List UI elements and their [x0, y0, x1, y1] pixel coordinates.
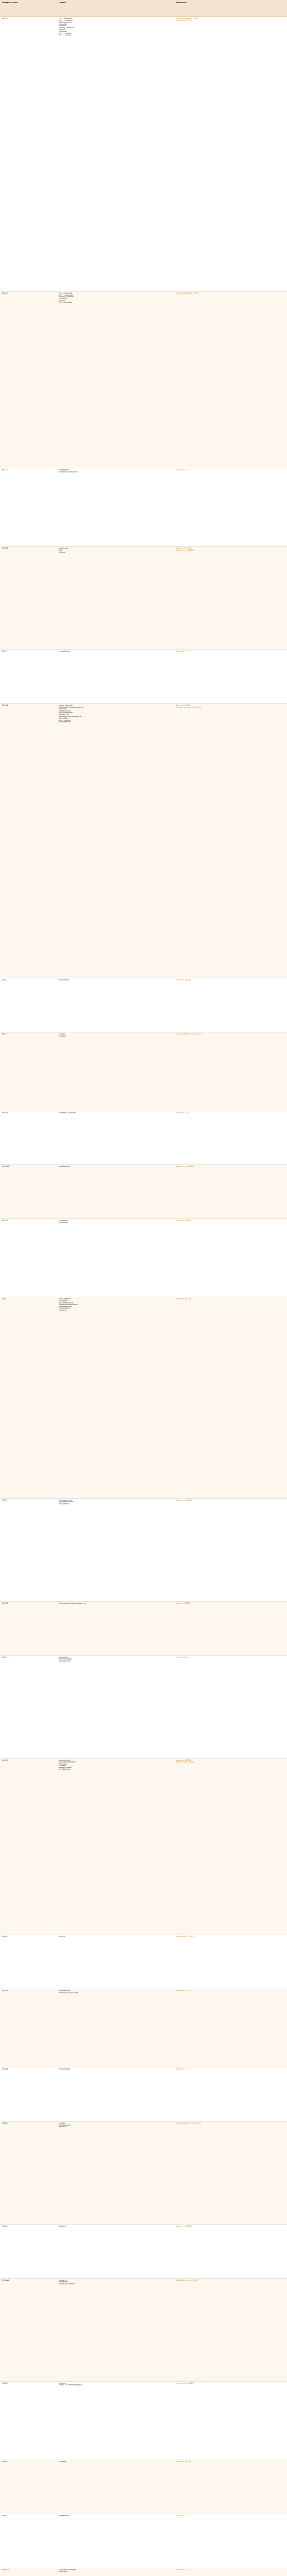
reference-cell: Schmiedeberg et al. (2007) Persuy et al. (2015) — [174, 17, 287, 292]
ligand-cell: ethanethiol ethyl mercaptan 2-propanethiol — [57, 1655, 174, 1758]
reference-cell: Neuhaus et al. (2006) — [174, 1165, 287, 1219]
reference-cell: Saito et al. (2009) Adipietro et al. (2012) — [174, 1758, 287, 1935]
table-row — [0, 2067, 287, 2122]
ligand-cell: cis-3-hexen-1-ol 3-hexenyl acetate ethyl vanillin — [57, 1498, 174, 1601]
receptor-name-cell: OR1G1 — [0, 704, 57, 978]
ligand-cell: pyrazines 2-ethyl-3,5-dimethylpyrazine — [57, 2381, 174, 2460]
receptor-name-cell: OR2T11 — [0, 1655, 57, 1758]
receptor-name-cell: OR4D1 — [0, 1989, 57, 2067]
receptor-name-cell: OR2AG1 — [0, 1165, 57, 1219]
receptor-name-cell: OR4Q3 — [0, 2067, 57, 2122]
reference-cell: Schmiedeberg et al. (2007) — [174, 292, 287, 468]
ligand-cell: amyl butyrate — [57, 1165, 174, 1219]
receptor-name-cell: OR6P1 — [0, 2514, 57, 2568]
ligand-cell: octanal 1-octanol — [57, 1032, 174, 1111]
table-row — [0, 1989, 287, 2067]
table-row — [0, 468, 287, 547]
receptor-name-cell: OR2M3 — [0, 1601, 57, 1655]
receptor-name-cell: OR1D2 — [0, 547, 57, 650]
ligand-cell: 2-heptanone 4-methylcyclohexanone — [57, 468, 174, 547]
ligand-cell: ethyl vanillin — [57, 978, 174, 1032]
receptor-name-cell: OR5A1 — [0, 2225, 57, 2279]
reference-cell: Saito et al. (2009) — [174, 1219, 287, 1297]
reference-cell: Saito et al. (2009) — [174, 2460, 287, 2514]
ligand-cell: (S)-(-)-citronellal (R)-(+)-citronellal hydroxy citronellal citronellol nonanal (S)-(-)-citronellol — [57, 292, 174, 468]
reference-cell: Kato et al. (2017) — [174, 650, 287, 704]
receptor-name-cell: OR7A17 — [0, 2568, 57, 2576]
table-row — [0, 2225, 287, 2279]
reference-cell: Gonzalez-Kristeller et al. (2015) — [174, 2122, 287, 2225]
table-row — [0, 1655, 287, 1758]
ligand-cell: hexanoic acid phenylacetaldehyde 1-hexanol coumarin isoamyl acetate butyl butyrate — [57, 1758, 174, 1935]
ligand-cell: 3-mercapto-2-methylpentan-1-ol — [57, 1601, 174, 1655]
table-row — [0, 292, 287, 468]
ligand-cell: sandalwood odorants brahmanol — [57, 2568, 174, 2576]
table-row — [0, 2381, 287, 2460]
ligand-cell: benzaldehyde — [57, 2067, 174, 2122]
receptor-name-cell: OR2J2 — [0, 1297, 57, 1498]
reference-cell: Marcinek et al. (2021) — [174, 2381, 287, 2460]
table-row — [0, 1601, 287, 1655]
reference-cell: Sato-Akuhara et al. (2016) — [174, 2278, 287, 2381]
reference-cell: Saito et al. (2009) — [174, 1297, 287, 1498]
reference-cell: Kato et al. (2017) — [174, 468, 287, 547]
ligand-cell: androstenone 5α-androst-16-en-3-one — [57, 1989, 174, 2067]
table-row — [0, 17, 287, 292]
ligand-cell: pyridine butyl butyrate heptanal — [57, 2122, 174, 2225]
table-row — [0, 547, 287, 650]
receptor-name-cell: OR1J2 — [0, 978, 57, 1032]
receptor-name-cell: OR1A1 — [0, 17, 57, 292]
receptor-name-cell: OR4S2 — [0, 2122, 57, 2225]
receptor-name-cell: OR2W1 — [0, 1758, 57, 1935]
reference-cell: Kato et al. (2017) — [174, 2067, 287, 2122]
reference-cell: Sanz et al. (2005) Gonzalez-Kristeller et al. (2015) — [174, 704, 287, 978]
reference-cell: Spehr et al. (2003) Veitinger et al. (2011) — [174, 547, 287, 650]
ligand-cell: muscone muscenone macrocyclic ketones — [57, 2278, 174, 2381]
ligand-cell: helional — [57, 1935, 174, 1989]
header-receptor-name: Receptor name — [0, 0, 57, 17]
ligand-cell: cyclohexyl salicylate — [57, 1111, 174, 1165]
header-reference: Reference — [174, 0, 287, 17]
receptor-name-cell: OR1L3 — [0, 1032, 57, 1111]
table-row — [0, 2278, 287, 2381]
receptor-name-cell: OR2A4 — [0, 1111, 57, 1165]
table-row — [0, 1165, 287, 1219]
receptor-name-cell: OR1A2 — [0, 292, 57, 468]
reference-cell: Kato et al. (2017) — [174, 2568, 287, 2576]
table-row — [0, 2460, 287, 2514]
table-row — [0, 2122, 287, 2225]
ligand-cell: (S)-(-)-citronellol (S)-(+)-citronellal dihydrojasmone citronellol heptanol hydroxy citronellal nonanal 1-decanol (R)-(+)-carvone (S)-(+)-carvone — [57, 17, 174, 292]
ligand-cell: coumarin — [57, 2460, 174, 2514]
receptor-name-cell: OR5AN1 — [0, 2278, 57, 2381]
reference-cell: Keller et al. (2007) — [174, 1989, 287, 2067]
receptor-name-cell: OR2C1 — [0, 1219, 57, 1297]
reference-cell: Kato et al. (2017) — [174, 1111, 287, 1165]
receptor-name-cell: OR5P3 — [0, 2460, 57, 2514]
reference-cell: Adipietro et al. (2012) — [174, 1935, 287, 1989]
ligand-cell: acetophenone — [57, 650, 174, 704]
table-header — [0, 0, 287, 17]
table-row — [0, 704, 287, 978]
ligand-cell: β-ionone — [57, 2225, 174, 2279]
table-row — [0, 1498, 287, 1601]
table-row — [0, 2514, 287, 2568]
table-row — [0, 978, 287, 1032]
receptor-name-cell: OR3A1 — [0, 1935, 57, 1989]
table-row — [0, 1297, 287, 1498]
table-row — [0, 1935, 287, 1989]
receptor-name-cell: OR5K1 — [0, 2381, 57, 2460]
table-body — [0, 17, 287, 2576]
reference-cell: Li et al. (2016) — [174, 1655, 287, 1758]
reference-cell: Noe et al. (2017) — [174, 1601, 287, 1655]
ligand-cell: anisaldehyde — [57, 2514, 174, 2568]
table-row — [0, 650, 287, 704]
receptor-name-cell: OR1E1 — [0, 650, 57, 704]
header-ligand: Ligand — [57, 0, 174, 17]
table-row — [0, 1219, 287, 1297]
reference-cell: McRae et al. (2012) — [174, 1498, 287, 1601]
table-row — [0, 1111, 287, 1165]
receptor-name-cell: OR2J3 — [0, 1498, 57, 1601]
ligand-cell: bourgeonal lilial helional — [57, 547, 174, 650]
reference-cell: Jaeger et al. (2013) — [174, 2225, 287, 2279]
receptor-name-cell: OR1C1 — [0, 468, 57, 547]
header-row — [0, 0, 287, 17]
reference-cell: Gonzalez-Kristeller et al. (2015) — [174, 1032, 287, 1111]
ligand-cell: hexyl butyrate n-heptanol tetrahydrofurfuryl 4-methylacetophenone dihydrojasmone acetylcedrene coumarin — [57, 1297, 174, 1498]
reference-cell: Saito et al. (2009) — [174, 978, 287, 1032]
table-row — [0, 2568, 287, 2576]
ligand-cell: octanethiol nonanethiol — [57, 1219, 174, 1297]
table-row — [0, 1032, 287, 1111]
ligand-cell: methyl salicylate 2-isobutyl-3-methoxypyrazine 1-nonanol 2-ethylhexanol ethyl isobutyrate 9-decen-1-ol 3-hexenyl ethyl isobutyrate 1,8-cineole benzyl acetate ethyl caproate — [57, 704, 174, 978]
table-row — [0, 1758, 287, 1935]
reference-cell: Kato et al. (2017) — [174, 2514, 287, 2568]
